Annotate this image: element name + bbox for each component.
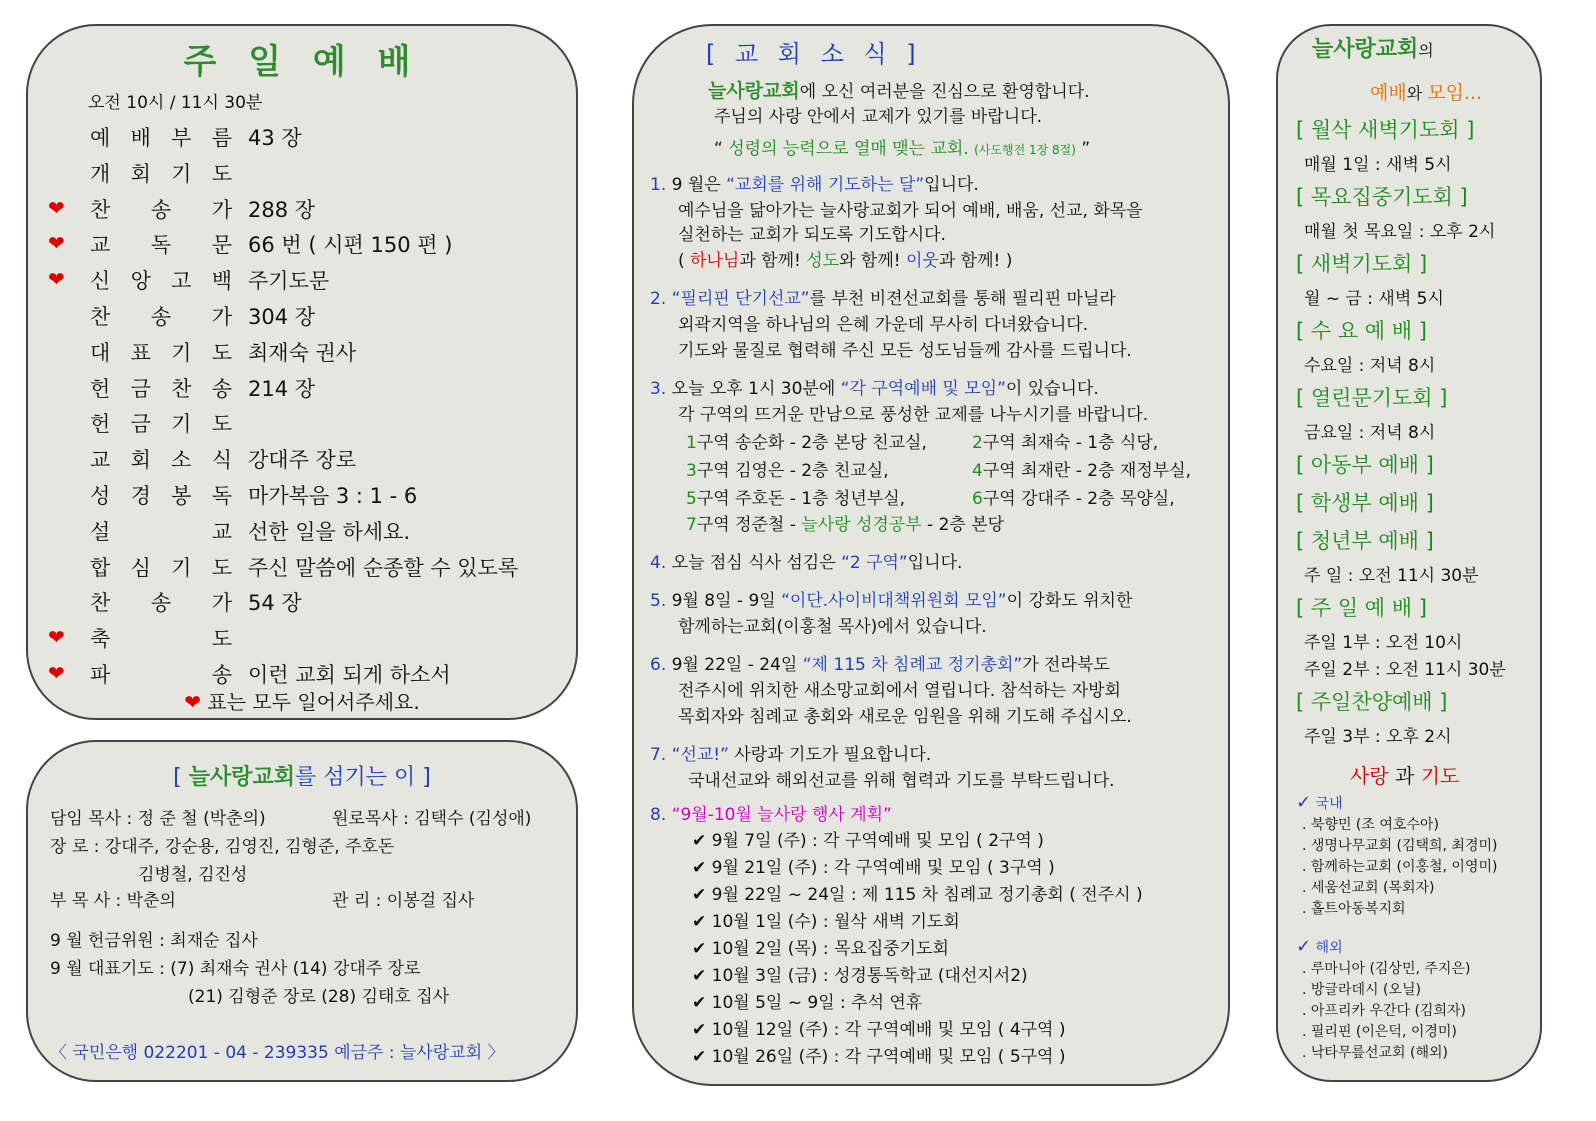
news-item-2-line-2: 외곽지역을 하나님의 은혜 가운데 무사히 다녀왔습니다. [678,315,1089,335]
news-item-8 [650,800,892,825]
schedule-time: 수요일 : 저녁 8시 [1304,356,1436,376]
news-item-5-line-2: 함께하는교회(이홍철 목사)에서 있습니다. [678,617,987,637]
event-text: 10월 12일 (주) : 각 구역예배 및 모임 ( 4구역 ) [711,1020,1066,1040]
news-item-2-line-3: 기도와 물질로 협력해 주신 모든 성도님들께 감사를 드립니다. [678,341,1132,361]
schedule-heading: [ 열린문기도회 ] [1296,386,1448,410]
label-char: 문 [211,233,232,258]
text: 와 함께! [839,251,906,271]
bracket-open: [ [173,765,189,790]
news-item-5 [650,586,1132,611]
label-char: 설 [90,519,111,544]
news-item-6-line-3: 목회자와 침례교 총회와 새로운 임원을 위해 기도해 주십시오. [678,707,1132,727]
worship-item-label [90,444,232,474]
worship-order-item [28,156,568,190]
worship-order-item [28,442,568,476]
text: 9 월은 [671,175,727,195]
highlight: 하나님 [690,251,740,271]
highlight: 이웃 [905,251,939,271]
event-text: 10월 1일 (수) : 월삭 새벽 기도회 [711,912,960,932]
prayer-title [1350,760,1459,789]
highlight: 늘사랑 성경공부 [801,515,922,535]
item-number: 5. [650,591,667,611]
schedule-heading: [ 월삭 새벽기도회 ] [1296,118,1475,142]
worship-item-label [90,229,232,259]
label-char: 식 [211,448,232,473]
item-number: 1. [650,175,667,195]
label-char: 개 [90,161,111,186]
label-char: 봉 [171,484,192,508]
district-number: 5 [686,489,697,509]
worship-item-value: 66 번 ( 시편 150 편 ) [248,233,453,258]
verse-ref: (사도행전 1장 8절) [974,143,1076,157]
standing-note [28,686,576,715]
label-char: 합 [90,555,111,580]
district-number: 4 [972,461,983,481]
label-char: 부 [171,126,192,150]
label-char: 경 [130,484,151,508]
worship-item-label [90,408,232,438]
worship-item-value: 주신 말씀에 순종할 수 있도록 [248,555,519,580]
news-item-3-line-2: 각 구역의 뜨거운 만남으로 풍성한 교제를 나누시기를 바랍니다. [678,405,1149,425]
highlight: “2 구역” [841,553,908,573]
check-icon: ✔ [692,885,707,905]
worship-order-item [28,514,568,548]
event-text: 10월 2일 (목) : 목요집중기도회 [711,939,949,959]
label-char: 축 [90,627,111,652]
check-icon: ✔ [692,939,707,959]
event-item [692,988,922,1013]
worship-order-item [28,299,568,333]
label-char: 송 [150,591,172,616]
check-icon: ✔ [692,1047,707,1067]
event-item [692,961,1028,986]
worship-item-value: 주기도문 [248,269,330,294]
district-6 [972,484,1175,509]
district-text: 구역 최재숙 - 1층 식당, [982,433,1159,453]
mission-item: . 아프리카 우간다 (김희자) [1302,1003,1466,1019]
label-char: 대 [90,340,111,365]
schedule-time: 월 ~ 금 : 새벽 5시 [1304,289,1444,309]
label-char: 찬 [90,197,111,222]
manager: 관 리 : 이봉걸 집사 [332,891,475,911]
district-text: 구역 강대주 - 2층 목양실, [982,489,1175,509]
label-char: 송 [150,305,172,329]
welcome-line [708,76,1090,103]
elders-cont: 김병철, 김진성 [138,865,248,885]
label-char: 배 [130,126,151,150]
district-number: 1 [686,433,697,453]
district-4 [972,456,1191,481]
event-item [692,853,1055,878]
worship-item-label [90,623,232,653]
label-char: 송 [150,197,172,222]
mission-item: . 함께하는교회 (이홍철, 이영미) [1302,859,1498,875]
mission-item: . 북향민 (조 여호수아) [1302,817,1439,833]
item-number: 2. [650,289,667,309]
worship-order-panel [26,24,578,720]
mission-item: . 홀트아동복지회 [1302,901,1406,917]
servants-title-rest: 를 섬기는 이 ] [295,765,431,790]
worship-order-item [28,192,568,226]
news-item-6-line-2: 전주시에 위치한 새소망교회에서 열립니다. 참석하는 자방회 [678,681,1121,701]
text: 가 전라북도 [1022,655,1110,675]
check-icon: ✔ [692,1020,707,1040]
church-news-panel [632,24,1230,1086]
schedule-heading: [ 목요집중기도회 ] [1296,185,1468,209]
emeritus-pastor: 원로목사 : 김택수 (김성애) [332,809,532,829]
district-7 [686,510,1004,535]
news-item-7 [650,740,931,765]
label-char: 도 [211,412,232,437]
event-text: 10월 5일 ~ 9일 : 추석 연휴 [711,993,923,1013]
worship-item-value: 마가복음 3 : 1 - 6 [248,484,418,508]
schedule-time: 주일 2부 : 오전 11시 30분 [1304,660,1506,680]
worship-item-label [90,659,232,689]
worship-item-label [90,158,232,188]
schedule-heading: [ 아동부 예배 ] [1296,453,1434,477]
welcome-line-2: 주님의 사랑 안에서 교제가 있기를 바랍니다. [714,107,1043,127]
district-5 [686,484,905,509]
worship-order-item [28,585,568,619]
overseas-label: 해외 [1315,940,1343,956]
schedule-heading: [ 새벽기도회 ] [1296,252,1428,276]
schedule-time: 금요일 : 저녁 8시 [1304,423,1436,443]
senior-pastor: 담임 목사 : 정 준 철 (박춘의) [50,809,266,829]
offering-committee: 9 월 헌금위원 : 최재순 집사 [50,931,258,951]
church-name: 늘사랑교회 [188,765,295,790]
quote-close: ” [1081,139,1091,159]
worship-order-item [28,550,568,584]
highlight: 성도 [806,251,840,271]
schedule-heading: [ 주일찬양예배 ] [1296,690,1448,714]
label-char: 금 [130,376,151,401]
item-number: 6. [650,655,667,675]
news-item-1-line-2: 예수님을 닮아가는 늘사랑교회가 되어 예배, 배움, 선교, 화목을 [678,201,1143,221]
district-text: 구역 정준철 - [696,515,802,535]
check-icon: ✔ [692,912,707,932]
highlight: 사랑 [1350,764,1389,788]
district-2 [972,428,1158,453]
item-number: 4. [650,553,667,573]
highlight: 기도 [1420,764,1460,788]
highlight: 모임... [1427,82,1483,104]
worship-schedule-panel [1276,24,1542,1082]
label-char: 파 [90,663,111,687]
schedule-heading: [ 주 일 예 배 ] [1296,596,1427,620]
text: 9월 8일 - 9일 [671,591,782,611]
church-name: 늘사랑교회 [708,80,800,102]
heart-icon: ❤ [48,625,65,650]
event-text: 10월 3일 (금) : 성경통독학교 (대선지서2) [711,966,1028,986]
highlight: 예배 [1370,82,1407,104]
worship-order-item [28,120,568,154]
district-text: 구역 최재란 - 2층 재정부실, [982,461,1192,481]
district-1 [686,428,927,453]
schedule-time: 주일 3부 : 오후 2시 [1304,727,1452,747]
text: 오늘 오후 1시 30분에 [671,379,841,399]
news-item-6 [650,650,1110,675]
worship-item-label [90,337,232,367]
highlight: “필리핀 단기선교” [671,289,810,309]
schedule-heading: [ 학생부 예배 ] [1296,491,1434,515]
highlight: “선교!” [671,745,729,765]
heart-icon: ❤ [48,267,65,292]
highlight: “제 115 차 침례교 정기총회” [802,655,1023,675]
worship-item-label [90,480,232,510]
label-char: 찬 [171,376,192,401]
event-item [692,826,1044,851]
worship-order-item [28,478,568,512]
elders: 장 로 : 강대주, 강순용, 김영진, 김형준, 주호돈 [50,837,395,857]
label-char: 소 [171,448,192,473]
label-char: 기 [171,161,192,186]
worship-order-item [28,335,568,369]
label-char: 송 [211,376,232,401]
label-char: 찬 [90,305,111,329]
text: 의 [1418,41,1434,60]
heart-icon: ❤ [48,231,65,256]
district-text: 구역 주호돈 - 1층 청년부실, [696,489,906,509]
representative-prayer: 9 월 대표기도 : (7) 최재숙 권사 (14) 강대주 장로 [50,959,421,979]
event-item [692,907,960,932]
worship-item-value: 304 장 [248,305,316,329]
highlight: “이단.사이비대책위원회 모임” [781,591,1007,611]
servants-title [28,760,576,791]
item-number: 7. [650,745,667,765]
worship-item-value: 강대주 장로 [248,448,357,473]
district-text: 구역 송순화 - 2층 본당 친교실, [696,433,927,453]
label-char: 도 [211,627,232,652]
worship-time: 오전 10시 / 11시 30분 [88,93,263,113]
label-char: 가 [211,305,232,329]
label-char: 회 [130,161,151,186]
highlight: “교회를 위해 기도하는 달” [726,175,925,195]
event-item [692,1015,1066,1040]
label-char: 교 [90,448,111,473]
label-char: 교 [211,519,232,544]
label-char: 신 [90,269,111,294]
text: 와 [1406,84,1428,103]
schedule-time: 매월 첫 목요일 : 오후 2시 [1304,222,1496,242]
mission-item: . 낙타무릎선교회 (해외) [1302,1045,1448,1061]
domestic-heading [1296,792,1343,813]
check-icon: ✔ [692,966,707,986]
label-char: 고 [171,269,192,294]
check-icon: ✔ [692,993,707,1013]
text: 이 있습니다. [1005,379,1099,399]
news-title: [ 교 회 소 식 ] [706,40,922,68]
check-icon: ✔ [692,858,707,878]
worship-item-value: 43 장 [248,126,302,150]
schedule-subtitle [1370,78,1482,105]
label-char: 찬 [90,591,111,616]
label-char: 가 [211,197,232,222]
text: 과 함께! ) [938,251,1013,271]
event-text: 9월 22일 ~ 24일 : 제 115 차 침례교 정기총회 ( 전주시 ) [711,885,1143,905]
standing-note-text: 표는 모두 일어서주세요. [207,690,420,714]
mission-item: . 생명나무교회 (김택희, 최경미) [1302,838,1498,854]
mission-item: . 루마니아 (김상민, 주지은) [1302,961,1471,977]
label-char: 름 [211,126,232,150]
label-char: 기 [171,340,192,365]
item-number: 3. [650,379,667,399]
mission-item: . 세움선교회 (목회자) [1302,880,1435,896]
text: 를 부천 비젼선교회를 통해 필리핀 마닐라 [809,289,1116,309]
text: 과 [1388,764,1421,788]
mission-item: . 필리핀 (이은덕, 이경미) [1302,1024,1457,1040]
worship-item-label [90,516,232,546]
text: 입니다. [924,175,979,195]
text: ( [678,251,691,271]
schedule-heading: [ 청년부 예배 ] [1296,529,1434,553]
text: 오늘 점심 식사 섬김은 [671,553,842,573]
bank-account: 〈 국민은행 022201 - 04 - 239335 예금주 : 늘사랑교회 〉 [50,1043,505,1063]
district-number: 2 [972,433,983,453]
label-char: 도 [211,161,232,186]
associate-pastor: 부 목 사 : 박춘의 [50,891,176,911]
church-name: 늘사랑교회 [1312,37,1419,62]
worship-item-label [90,122,232,152]
district-number: 6 [972,489,983,509]
heart-icon: ❤ [48,195,65,220]
label-char: 기 [171,412,192,437]
worship-item-label [90,373,232,403]
welcome-text: 에 오신 여러분을 진심으로 환영합니다. [799,82,1090,102]
worship-item-label [90,552,232,582]
district-number: 3 [686,461,697,481]
label-char: 성 [90,484,111,508]
label-char: 도 [211,340,232,365]
label-char: 표 [130,340,151,365]
news-item-1-line-3: 실천하는 교회가 되도록 기도합시다. [678,225,946,245]
worship-order-item [28,371,568,405]
worship-order-item [28,621,568,655]
district-3 [686,456,889,481]
event-text: 10월 26일 (주) : 각 구역예배 및 모임 ( 5구역 ) [711,1047,1066,1067]
schedule-heading: [ 수 요 예 배 ] [1296,319,1427,343]
worship-item-label [90,587,232,617]
highlight: “9월-10월 늘사랑 행사 계획” [671,805,892,825]
representative-prayer-cont: (21) 김형준 장로 (28) 김태호 집사 [188,987,450,1007]
highlight: “각 구역예배 및 모임” [840,379,1006,399]
heart-icon: ❤ [184,690,202,714]
label-char: 도 [211,555,232,580]
text: 이 강화도 위치한 [1006,591,1133,611]
item-number: 8. [650,805,667,825]
event-item [692,934,949,959]
text: 사랑과 기도가 필요합니다. [728,745,932,765]
worship-item-value: 214 장 [248,376,316,401]
schedule-time: 주일 1부 : 오전 10시 [1304,633,1463,653]
check-icon: ✓ [1296,936,1312,957]
news-item-7-line-2: 국내선교와 해외선교를 위해 협력과 기도를 부탁드립니다. [688,771,1115,791]
mission-item: . 방글라데시 (오닐) [1302,982,1421,998]
district-text: 구역 김영은 - 2층 친교실, [696,461,889,481]
schedule-title [1312,32,1434,63]
label-char: 백 [211,269,232,294]
worship-item-label [90,265,232,295]
worship-order-item [28,406,568,440]
label-char: 앙 [130,269,151,294]
heart-icon: ❤ [48,661,65,685]
worship-item-value: 선한 일을 하세요. [248,519,411,544]
label-char: 헌 [90,412,111,437]
label-char: 교 [90,233,111,258]
domestic-label: 국내 [1315,796,1343,812]
worship-title: 주 일 예 배 [183,42,421,82]
event-text: 9월 21일 (주) : 각 구역예배 및 모임 ( 3구역 ) [711,858,1055,878]
news-item-1 [650,170,979,195]
worship-item-value: 288 장 [248,197,316,222]
event-item [692,880,1143,905]
church-servants-panel [26,740,578,1082]
label-char: 독 [150,233,172,258]
worship-item-label [90,194,232,224]
event-text: 9월 7일 (주) : 각 구역예배 및 모임 ( 2구역 ) [711,831,1044,851]
label-char: 기 [171,555,192,580]
district-text: - 2층 본당 [921,515,1005,535]
text: 9월 22일 - 24일 [671,655,803,675]
event-item [692,1042,1066,1067]
worship-item-label [90,301,232,331]
label-char: 송 [211,663,232,687]
check-icon: ✔ [692,831,707,851]
text: 입니다. [907,553,963,573]
theme-verse [714,134,1090,159]
worship-item-value: 이런 교회 되게 하소서 [248,663,451,687]
label-char: 심 [130,555,151,580]
label-char: 예 [90,126,111,150]
label-char: 독 [211,484,232,508]
label-char: 헌 [90,376,111,401]
worship-order-item [28,227,568,261]
schedule-time: 매월 1일 : 새벽 5시 [1304,155,1452,175]
worship-order-item [28,263,568,297]
verse-text: 성령의 능력으로 열매 맺는 교회. [728,139,969,159]
news-item-1-line-4 [678,246,1012,271]
text: 과 함께! [739,251,807,271]
check-icon: ✓ [1296,792,1312,813]
worship-item-value: 최재숙 권사 [248,340,357,365]
news-item-3 [650,374,1099,399]
news-item-4 [650,548,962,573]
label-char: 가 [211,591,232,616]
quote-open: “ [714,139,723,159]
overseas-heading [1296,936,1343,957]
label-char: 금 [130,412,151,437]
schedule-time: 주 일 : 오전 11시 30분 [1304,566,1479,586]
label-char: 회 [130,448,151,473]
worship-item-value: 54 장 [248,591,302,616]
district-number: 7 [686,515,697,535]
news-item-2 [650,284,1116,309]
